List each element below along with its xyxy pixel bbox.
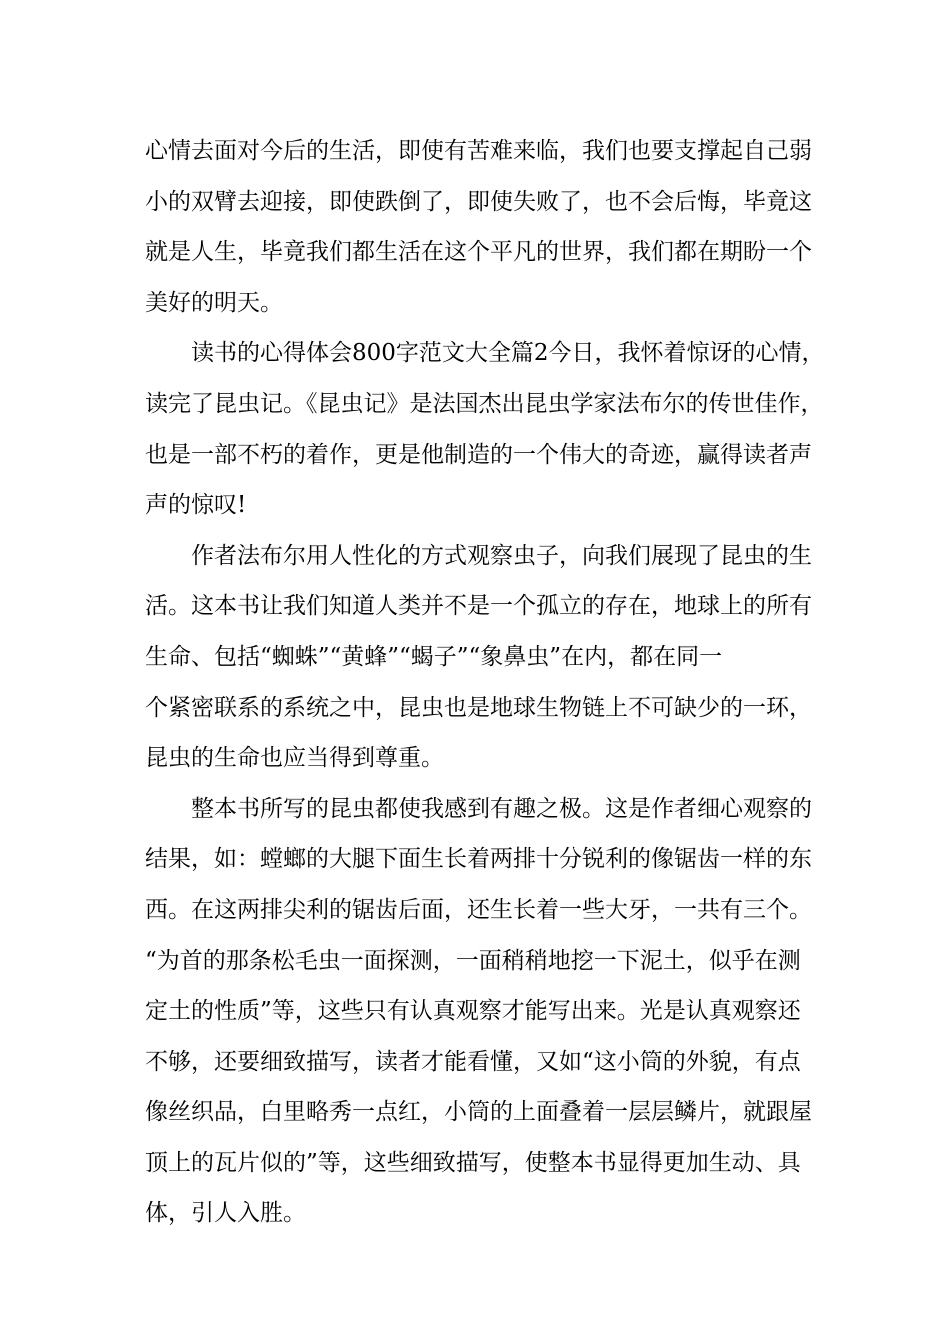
paragraph-line: 西。在这两排尖利的锯齿后面，还生长着一些大牙，一共有三个。 (145, 896, 812, 923)
paragraph-line: 读书的心得体会800字范文大全篇2今日，我怀着惊讶的心情， (191, 340, 825, 367)
paragraph-line: 像丝织品，白里略秀一点红，小筒的上面叠着一层层鳞片，就跟屋 (145, 1099, 812, 1126)
paragraph-line: 生命、包括“蜘蛛”“黄蜂”“蝎子”“象鼻虫”在内，都在同一 (145, 643, 723, 670)
paragraph-line: 美好的明天。 (145, 289, 283, 316)
paragraph-line: 昆虫的生命也应当得到尊重。 (145, 745, 444, 772)
paragraph-line: 就是人生，毕竟我们都生活在这个平凡的世界，我们都在期盼一个 (145, 239, 812, 266)
paragraph-line: 定土的性质”等，这些只有认真观察才能写出来。光是认真观察还 (145, 998, 801, 1025)
paragraph-1 (145, 126, 810, 328)
paragraph-line: 活。这本书让我们知道人类并不是一个孤立的存在，地球上的所有 (145, 593, 812, 620)
paragraph-line: 声的惊叹! (145, 492, 247, 519)
paragraph-line: 不够，还要细致描写，读者才能看懂，又如“这小筒的外貌，有点 (145, 1048, 801, 1075)
paragraph-line: 整本书所写的昆虫都使我感到有趣之极。这是作者细心观察的 (191, 795, 812, 822)
paragraph-line: 也是一部不朽的着作，更是他制造的一个伟大的奇迹，赢得读者声 (145, 441, 812, 468)
paragraph-line: “为首的那条松毛虫一面探测，一面稍稍地挖一下泥土，似乎在测 (145, 947, 801, 974)
paragraph-line: 小的双臂去迎接，即使跌倒了，即使失败了，也不会后悔，毕竟这 (145, 188, 812, 215)
paragraph-line: 体，引人入胜。 (145, 1200, 306, 1227)
paragraph-2 (145, 328, 825, 530)
paragraph-4 (145, 784, 810, 1239)
paragraph-line: 作者法布尔用人性化的方式观察虫子，向我们展现了昆虫的生 (191, 542, 812, 569)
paragraph-line: 结果，如：螳螂的大腿下面生长着两排十分锐利的像锯齿一样的东 (145, 846, 812, 873)
paragraph-line: 个紧密联系的系统之中，昆虫也是地球生物链上不可缺少的一环， (145, 694, 812, 721)
paragraph-line: 心情去面对今后的生活，即使有苦难来临，我们也要支撑起自己弱 (145, 138, 812, 164)
paragraph-line: 顶上的瓦片似的”等，这些细致描写，使整本书显得更加生动、具 (145, 1149, 801, 1176)
document-page (145, 126, 825, 1239)
paragraph-line: 读完了昆虫记。《昆虫记》是法国杰出昆虫学家法布尔的传世佳作， (145, 390, 824, 417)
paragraph-3 (145, 531, 810, 784)
